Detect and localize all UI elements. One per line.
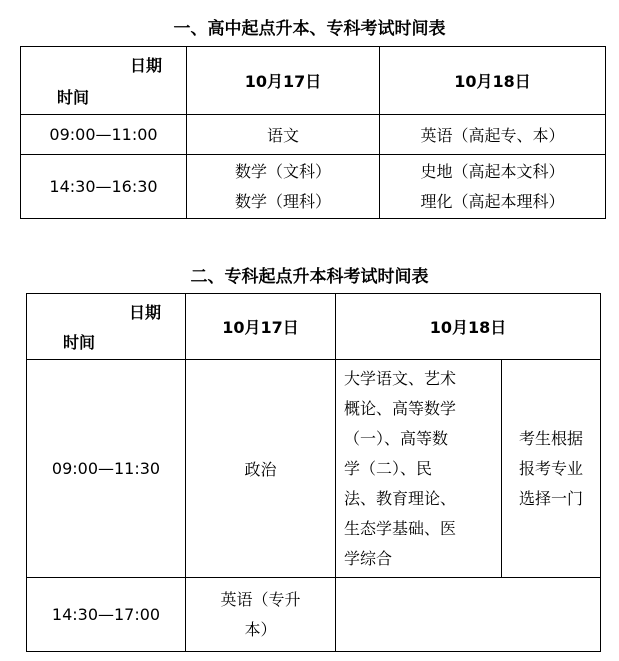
table1-header-oct17: 10月17日 bbox=[187, 47, 380, 115]
table-row bbox=[27, 360, 601, 578]
subject-cell bbox=[380, 115, 606, 155]
table1 bbox=[20, 46, 606, 219]
subject-line: 概论、高等数学 bbox=[344, 398, 457, 418]
time-cell: 14:30—17:00 bbox=[27, 578, 186, 652]
table2-title: 二、专科起点升本科考试时间表 bbox=[190, 267, 429, 287]
table2 bbox=[26, 293, 601, 652]
table2-header-oct18: 10月18日 bbox=[336, 294, 601, 360]
table2-corner-time: 时间 bbox=[63, 333, 96, 352]
subject-line: 本） bbox=[244, 619, 277, 639]
table-row bbox=[21, 155, 606, 219]
subject-cell bbox=[380, 155, 606, 219]
note-cell bbox=[502, 360, 601, 578]
subject-cell bbox=[186, 578, 336, 652]
note-line: 考生根据 bbox=[519, 428, 584, 448]
subject-line: 英语（专升 bbox=[220, 589, 301, 609]
subject-line: 英语（高起专、本） bbox=[420, 126, 565, 145]
table1-corner-cell bbox=[21, 47, 187, 115]
subject-line: 学综合 bbox=[344, 548, 393, 568]
table1-corner-time: 时间 bbox=[57, 88, 90, 107]
table2-corner-date: 日期 bbox=[128, 303, 161, 322]
note-line: 报考专业 bbox=[519, 458, 584, 478]
subject-line: 大学语文、艺术 bbox=[344, 368, 457, 388]
subject-list-cell bbox=[336, 360, 502, 578]
subject-line: 数学（文科） bbox=[234, 161, 331, 181]
subject-cell: 政治 bbox=[186, 360, 336, 578]
table1-title: 一、高中起点升本、专科考试时间表 bbox=[173, 19, 446, 39]
subject-line: 语文 bbox=[266, 126, 299, 145]
table2-corner-cell bbox=[27, 294, 186, 360]
time-cell: 09:00—11:30 bbox=[27, 360, 186, 578]
time-cell: 09:00—11:00 bbox=[21, 115, 187, 155]
table1-header-oct18: 10月18日 bbox=[380, 47, 606, 115]
subject-cell bbox=[187, 115, 380, 155]
subject-line: 生态学基础、医 bbox=[344, 518, 457, 538]
subject-line: 法、教育理论、 bbox=[344, 488, 457, 508]
table1-corner-date: 日期 bbox=[129, 56, 162, 75]
empty-cell bbox=[336, 578, 601, 652]
table2-header-oct17: 10月17日 bbox=[186, 294, 336, 360]
subject-cell bbox=[187, 155, 380, 219]
table-row bbox=[21, 115, 606, 155]
subject-line: 学（二）、民 bbox=[344, 458, 433, 478]
subject-line: 理化（高起本理科） bbox=[420, 191, 565, 211]
note-line: 选择一门 bbox=[519, 488, 584, 508]
subject-line: 数学（理科） bbox=[234, 191, 331, 211]
table-row bbox=[27, 578, 601, 652]
subject-line: 史地（高起本文科） bbox=[420, 161, 565, 181]
time-cell: 14:30—16:30 bbox=[21, 155, 187, 219]
subject-line: （一）、高等数 bbox=[344, 428, 449, 448]
